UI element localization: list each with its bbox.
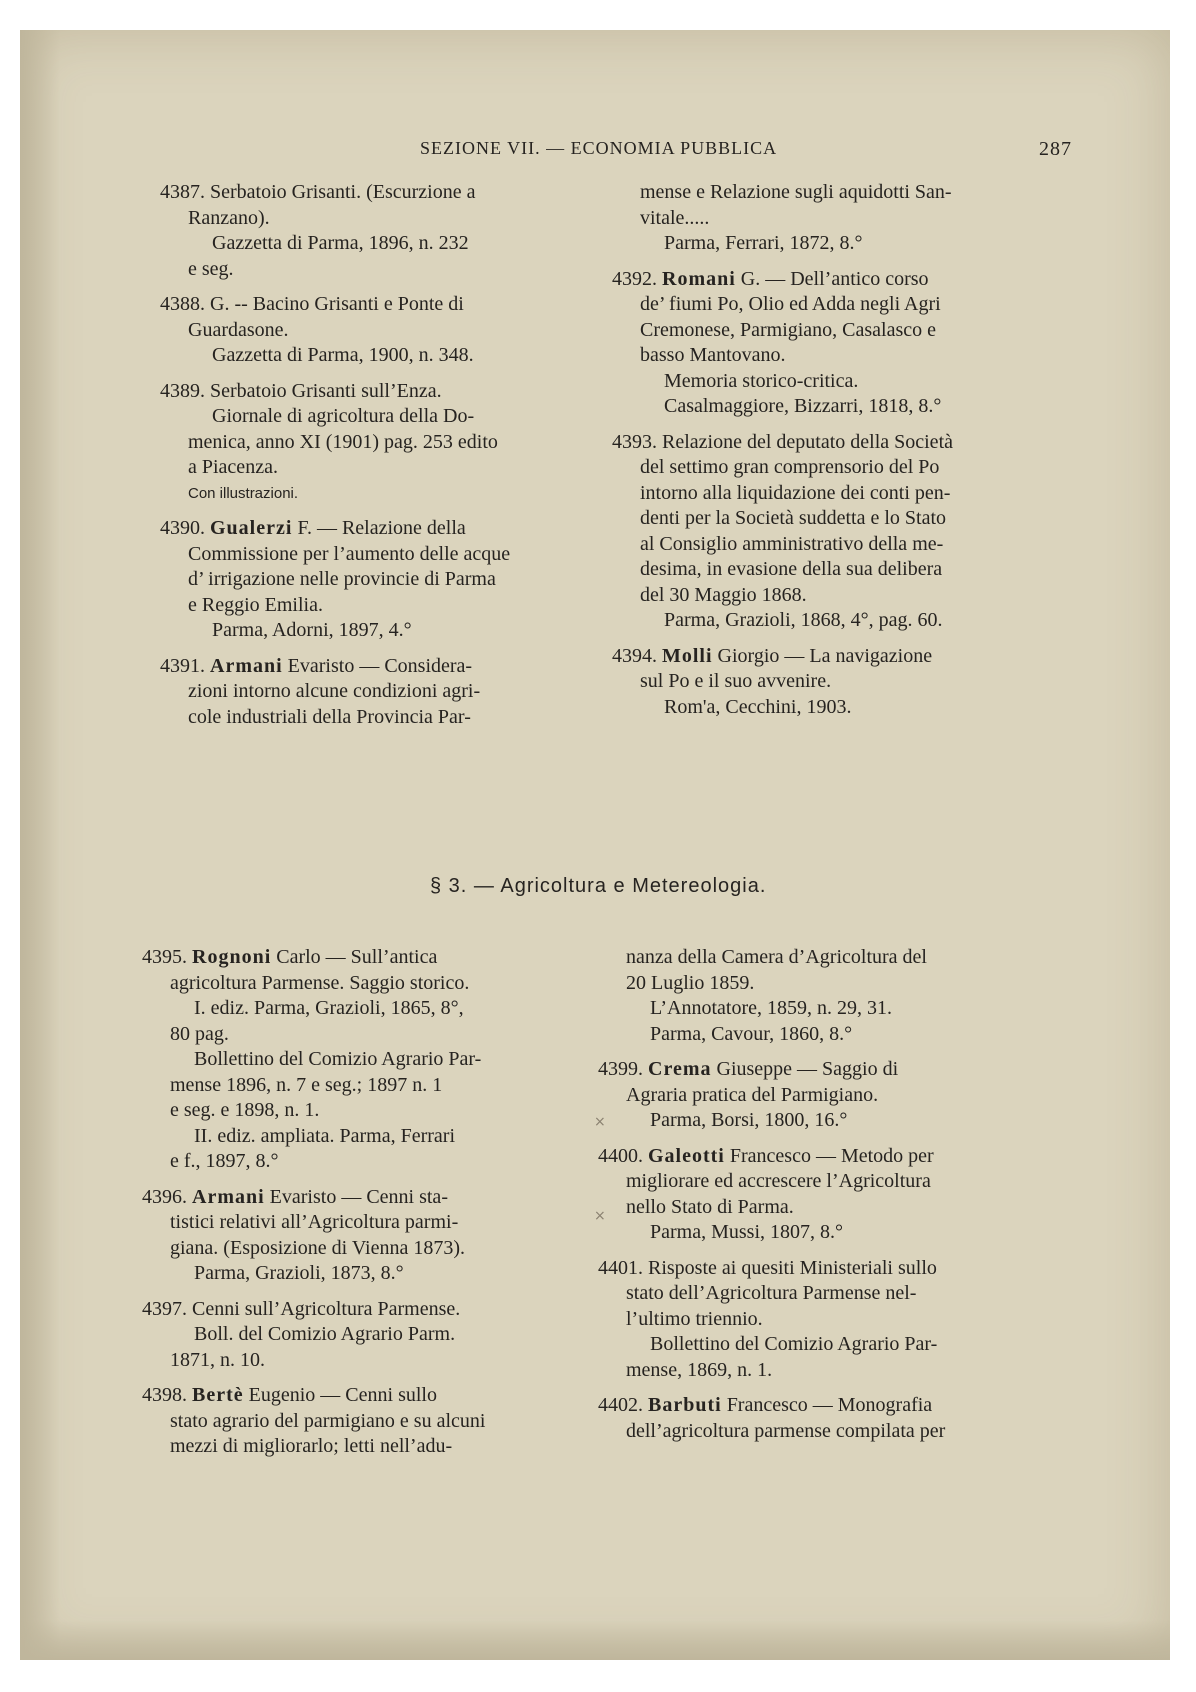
entry-line: a Piacenza. bbox=[188, 456, 278, 478]
entry-line: sul Po e il suo avvenire. bbox=[640, 670, 832, 692]
entry-line: nanza della Camera d’Agricoltura del bbox=[626, 946, 927, 968]
entry-line: l’ultimo triennio. bbox=[626, 1307, 763, 1330]
entry-line: Gazzetta di Parma, 1896, n. 232 bbox=[212, 232, 469, 254]
entry-4393 bbox=[612, 430, 1072, 634]
entry-line: Parma, Borsi, 1800, 16.° bbox=[650, 1109, 848, 1131]
entry-line: giana. (Esposizione di Vienna 1873). bbox=[170, 1236, 466, 1259]
entry-line bbox=[598, 1393, 1068, 1419]
entry-line: mense 1896, n. 7 e seg.; 1897 n. 1 bbox=[170, 1073, 443, 1096]
entry-number: 4399. bbox=[598, 1058, 643, 1080]
entry-line: mense, 1869, n. 1. bbox=[626, 1358, 773, 1381]
entry-number: 4396. bbox=[142, 1185, 187, 1208]
entry-line: 4393. Relazione del deputato della Società bbox=[612, 430, 953, 453]
entry-text: Giorgio — La navigazione bbox=[717, 644, 933, 667]
entry-line bbox=[612, 644, 1072, 670]
entry-line: nello Stato di Parma. bbox=[626, 1195, 794, 1218]
entry-line: vitale..... bbox=[640, 206, 710, 229]
header-title: SEZIONE VII. — ECONOMIA PUBBLICA bbox=[420, 138, 778, 158]
entry-author: Barbuti bbox=[648, 1394, 722, 1416]
entry-line: L’Annotatore, 1859, n. 29, 31. bbox=[650, 997, 893, 1019]
entry-line: del settimo gran comprensorio del Po bbox=[640, 456, 940, 478]
entry-line bbox=[142, 945, 592, 971]
entry-line: mense e Relazione sugli aquidotti San- bbox=[640, 181, 952, 203]
entry-line: Parma, Ferrari, 1872, 8.° bbox=[664, 232, 863, 254]
bottom-left-column bbox=[142, 945, 592, 1470]
entry-line: desima, in evasione della sua delibera bbox=[640, 558, 943, 580]
entry-text: Francesco — Metodo per bbox=[729, 1144, 934, 1167]
entry-text: Evaristo — Considera- bbox=[287, 654, 473, 677]
entry-text: F. — Relazione della bbox=[297, 517, 466, 539]
entry-line: Gazzetta di Parma, 1900, n. 348. bbox=[212, 344, 474, 366]
top-left-column bbox=[160, 180, 600, 740]
entry-line: del 30 Maggio 1868. bbox=[640, 583, 807, 606]
entry-continuation bbox=[598, 945, 1068, 1047]
entry-line: Agraria pratica del Parmigiano. bbox=[626, 1083, 879, 1106]
entry-line: Ranzano). bbox=[188, 206, 270, 229]
entry-line: e seg. bbox=[188, 257, 234, 280]
entry-number: 4400. bbox=[598, 1144, 643, 1167]
entry-4398 bbox=[142, 1383, 592, 1460]
entry-author: Crema bbox=[648, 1058, 712, 1080]
entry-text: Carlo — Sull’antica bbox=[276, 946, 438, 968]
margin-mark-icon: × bbox=[594, 1114, 606, 1130]
entry-line bbox=[160, 654, 600, 680]
entry-line: e seg. e 1898, n. 1. bbox=[170, 1099, 320, 1121]
entry-author: Rognoni bbox=[192, 946, 272, 968]
entry-line: II. ediz. ampliata. Parma, Ferrari bbox=[194, 1124, 455, 1147]
entry-4402 bbox=[598, 1393, 1068, 1444]
entry-line: e Reggio Emilia. bbox=[188, 593, 323, 616]
entry-line: Bollettino del Comizio Agrario Par- bbox=[194, 1048, 482, 1070]
entry-number: 4395. bbox=[142, 946, 187, 968]
entry-line: Casalmaggiore, Bizzarri, 1818, 8.° bbox=[664, 395, 942, 417]
entry-line: e f., 1897, 8.° bbox=[170, 1150, 279, 1172]
entry-line: Rom'a, Cecchini, 1903. bbox=[664, 695, 852, 718]
entry-line bbox=[598, 1144, 1068, 1170]
entry-line: Parma, Cavour, 1860, 8.° bbox=[650, 1022, 853, 1045]
entry-line: intorno alla liquidazione dei conti pen- bbox=[640, 481, 951, 504]
entry-4387 bbox=[160, 180, 600, 282]
entry-line: 1871, n. 10. bbox=[170, 1348, 265, 1371]
top-right-column bbox=[612, 180, 1072, 730]
entry-line: 4401. Risposte ai quesiti Ministeriali sullo bbox=[598, 1256, 937, 1279]
entry-4389 bbox=[160, 379, 600, 507]
entry-4397 bbox=[142, 1297, 592, 1374]
entry-line: 4387. Serbatoio Grisanti. (Escurzione a bbox=[160, 181, 476, 203]
entry-line: 4389. Serbatoio Grisanti sull’Enza. bbox=[160, 379, 442, 402]
entry-line: tistici relativi all’Agricoltura parmi- bbox=[170, 1211, 459, 1233]
entry-text: Giuseppe — Saggio di bbox=[716, 1058, 899, 1080]
running-header bbox=[20, 138, 1170, 168]
section-heading: § 3. — Agricoltura e Metereologia. bbox=[430, 875, 767, 897]
entry-line bbox=[160, 516, 600, 542]
entry-author: Armani bbox=[210, 654, 283, 677]
entry-line: menica, anno XI (1901) pag. 253 edito bbox=[188, 430, 498, 453]
entry-4390 bbox=[160, 516, 600, 644]
entry-line: cole industriali della Provincia Par- bbox=[188, 705, 471, 728]
entry-line: zioni intorno alcune condizioni agri- bbox=[188, 680, 481, 702]
entry-line: denti per la Società suddetta e lo Stato bbox=[640, 507, 947, 529]
entry-line bbox=[612, 267, 1072, 293]
entry-continuation bbox=[612, 180, 1072, 257]
entry-line bbox=[142, 1383, 592, 1409]
entry-line: I. ediz. Parma, Grazioli, 1865, 8°, bbox=[194, 997, 464, 1019]
entry-number: 4398. bbox=[142, 1384, 187, 1406]
entry-line: 80 pag. bbox=[170, 1022, 229, 1045]
entry-4394 bbox=[612, 644, 1072, 721]
page-number: 287 bbox=[1039, 138, 1072, 160]
entry-line: d’ irrigazione nelle provincie di Parma bbox=[188, 568, 496, 590]
entry-number: 4394. bbox=[612, 644, 657, 667]
entry-4392 bbox=[612, 267, 1072, 420]
entry-line: Boll. del Comizio Agrario Parm. bbox=[194, 1323, 456, 1345]
entry-line: Cremonese, Parmigiano, Casalasco e bbox=[640, 318, 937, 341]
entry-line: Parma, Grazioli, 1868, 4°, pag. 60. bbox=[664, 609, 943, 631]
entry-number: 4390. bbox=[160, 517, 205, 539]
entry-number: 4402. bbox=[598, 1394, 643, 1416]
entry-text: G. — Dell’antico corso bbox=[740, 267, 929, 290]
entry-line: Parma, Adorni, 1897, 4.° bbox=[212, 619, 412, 641]
entry-line: dell’agricoltura parmense compilata per bbox=[626, 1419, 946, 1442]
page-bottom-edge-shadow bbox=[20, 1620, 1170, 1660]
entry-line bbox=[142, 1185, 592, 1211]
entry-line: basso Mantovano. bbox=[640, 344, 786, 366]
entry-4400 bbox=[598, 1144, 1068, 1246]
entry-text: Evaristo — Cenni sta- bbox=[269, 1185, 448, 1208]
entry-author: Armani bbox=[192, 1185, 265, 1208]
entry-line: de’ fiumi Po, Olio ed Adda negli Agri bbox=[640, 293, 941, 315]
entry-line: migliorare ed accrescere l’Agricoltura bbox=[626, 1170, 931, 1192]
margin-mark-icon: × bbox=[594, 1208, 606, 1224]
entry-line: al Consiglio amministrativo della me- bbox=[640, 532, 944, 555]
entry-line: stato dell’Agricoltura Parmense nel- bbox=[626, 1282, 917, 1304]
entry-author: Galeotti bbox=[648, 1144, 725, 1167]
entry-line: agricoltura Parmense. Saggio storico. bbox=[170, 971, 470, 994]
entry-line: Guardasone. bbox=[188, 318, 289, 341]
entry-number: 4392. bbox=[612, 267, 657, 290]
entry-text: Francesco — Monografia bbox=[726, 1394, 933, 1416]
page-left-edge-shadow bbox=[20, 30, 60, 1660]
entry-line: mezzi di migliorarlo; letti nell’adu- bbox=[170, 1435, 453, 1457]
entry-line: 4388. G. -- Bacino Grisanti e Ponte di bbox=[160, 293, 464, 315]
entry-4396 bbox=[142, 1185, 592, 1287]
entry-4388 bbox=[160, 292, 600, 369]
entry-author: Bertè bbox=[192, 1384, 244, 1406]
entry-line: 4397. Cenni sull’Agricoltura Parmense. bbox=[142, 1297, 461, 1320]
entry-number: 4391. bbox=[160, 654, 205, 677]
entry-line: Parma, Mussi, 1807, 8.° bbox=[650, 1221, 843, 1243]
entry-line: Giornale di agricoltura della Do- bbox=[212, 405, 475, 427]
entry-author: Romani bbox=[662, 267, 736, 290]
entry-note: Con illustrazioni. bbox=[188, 484, 299, 502]
entry-line: Bollettino del Comizio Agrario Par- bbox=[650, 1333, 938, 1355]
entry-4401 bbox=[598, 1256, 1068, 1384]
entry-line: 20 Luglio 1859. bbox=[626, 971, 755, 994]
entry-4399 bbox=[598, 1057, 1068, 1134]
entry-4395 bbox=[142, 945, 592, 1175]
entry-line bbox=[598, 1057, 1068, 1083]
entry-line: Parma, Grazioli, 1873, 8.° bbox=[194, 1262, 404, 1284]
entry-line: stato agrario del parmigiano e su alcuni bbox=[170, 1409, 486, 1432]
bottom-right-column bbox=[598, 945, 1068, 1454]
scanned-page bbox=[20, 30, 1170, 1660]
entry-4391 bbox=[160, 654, 600, 731]
entry-line: Commissione per l’aumento delle acque bbox=[188, 542, 511, 565]
entry-text: Eugenio — Cenni sullo bbox=[248, 1384, 437, 1406]
entry-line: Memoria storico-critica. bbox=[664, 369, 859, 392]
entry-author: Gualerzi bbox=[210, 517, 293, 539]
entry-author: Molli bbox=[662, 644, 713, 667]
